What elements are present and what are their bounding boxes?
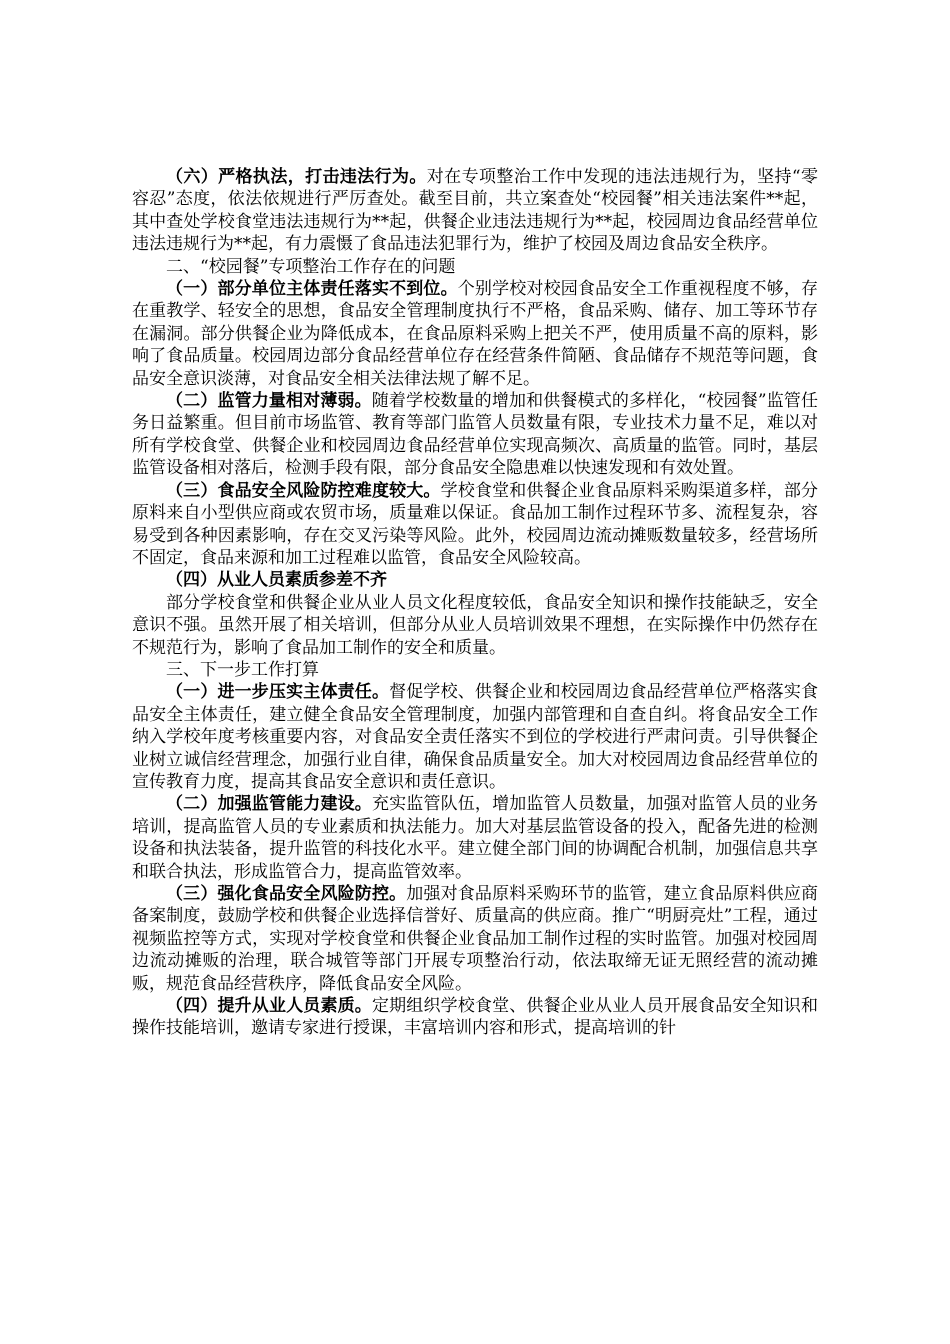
paragraph-lead: （二）加强监管能力建设。 [166,794,372,815]
paragraph-lead: （三）食品安全风险防控难度较大。 [166,480,441,501]
paragraph-risk-control [132,480,818,570]
paragraph-strengthen-capacity [132,793,818,883]
paragraph-body: 随着学校数量的增加和供餐模式的多样化，“校园餐”监管任务日益繁重。但目前市场监管、教育等部门监管人员数量有限，专业技术力量不足，难以对所有学校食堂、供餐企业和校园周边食品经营单位实现高频次、高质量的监管。同时，基层监管设备相对落后，检测手段有限，部分食品安全隐患难以快速发现和有效处置。 [132,391,818,479]
paragraph-lead: （四）提升从业人员素质。 [166,996,372,1017]
subheading-staff-quality: （四）从业人员素质参差不齐 [166,570,387,591]
paragraph-body: 定期组织学校食堂、供餐企业从业人员开展食品安全知识和操作技能培训，邀请专家进行授课，丰富培训内容和形式，提高培训的针 [132,996,819,1039]
paragraph-body: 加强对食品原料采购环节的监管，建立食品原料供应商备案制度，鼓励学校和供餐企业选择信誉好、质量高的供应商。推广“明厨亮灶”工程，通过视频监控等方式，实现对学校食堂和供餐企业食品加工制作过程的实时监管。加强对校园周边流动摊贩的治理，联合城管等部门开展专项整治行动，依法取缔无证无照经营的流动摊贩，规范食品经营秩序，降低食品安全风险。 [132,884,819,994]
paragraph-body: 学校食堂和供餐企业食品原料采购渠道多样，部分原料来自小型供应商或农贸市场，质量难以保证。食品加工制作过程环节多、流程复杂，容易受到各种因素影响，存在交叉污染等风险。此外，校园周边流动摊贩数量较多，经营场所不固定，食品来源和加工过程难以监管，食品安全风险较高。 [132,480,818,568]
paragraph-body: 部分学校食堂和供餐企业从业人员文化程度较低，食品安全知识和操作技能缺乏，安全意识不强。虽然开展了相关培训，但部分从业人员培训效果不理想，在实际操作中仍然存在不规范行为，影响了食品加工制作的安全和质量。 [132,592,818,658]
paragraph-body: 对在专项整治工作中发现的违法违规行为，坚持“零容忍”态度，依法依规进行严厉查处。截至目前，共立案查处“校园餐”相关违法案件**起，其中查处学校食堂违法违规行为**起，供餐企业违法违规行为**起，校园周边食品经营单位违法违规行为**起，有力震慑了食品违法犯罪行为，维护了校园及周边食品安全秩序。 [132,167,818,255]
paragraph-lead: （三）强化食品安全风险防控。 [166,884,407,904]
section-heading-problems: 二、“校园餐”专项整治工作存在的问题 [166,256,456,277]
paragraph-staff-quality [132,592,818,659]
paragraph-body: 个别学校对校园食品安全工作重视程度不够，存在重教学、轻安全的思想，食品安全管理制度执行不严格，食品采购、储存、加工等环节存在漏洞。部分供餐企业为降低成本，在食品原料采购上把关不严，使用质量不高的原料，影响了食品质量。校园周边部分食品经营单位存在经营条件简陋、食品储存不规范等问题，食品安全意识淡薄，对食品安全相关法律法规了解不足。 [132,279,819,389]
paragraph-improve-staff [132,995,818,1040]
paragraph-strict-enforcement [132,166,818,256]
paragraph-consolidate-responsibility [132,681,818,793]
paragraph-responsibility-gap [132,278,818,390]
document-page [132,166,818,1040]
paragraph-lead: （二）监管力量相对薄弱。 [166,391,372,412]
paragraph-body: 督促学校、供餐企业和校园周边食品经营单位严格落实食品安全主体责任，建立健全食品安全管理制度，加强内部管理和自查自纠。将食品安全工作纳入学校年度考核重要内容，对食品安全责任落实不到位的学校进行严肃问责。引导供餐企业树立诚信经营理念，加强行业自律，确保食品质量安全。加大对校园周边食品经营单位的宣传教育力度，提高其食品安全意识和责任意识。 [132,682,819,792]
paragraph-risk-prevention [132,883,818,995]
paragraph-lead: （一）部分单位主体责任落实不到位。 [166,279,458,300]
paragraph-body: 充实监管队伍，增加监管人员数量，加强对监管人员的业务培训，提高监管人员的专业素质和执法能力。加大对基层监管设备的投入，配备先进的检测设备和执法装备，提升监管的科技化水平。建立健全部门间的协调配合机制，加强信息共享和联合执法，形成监管合力，提高监管效率。 [132,794,819,882]
section-heading-next-steps: 三、下一步工作打算 [166,659,319,680]
paragraph-lead: （六）严格执法，打击违法行为。 [166,167,427,187]
paragraph-lead: （一）进一步压实主体责任。 [166,682,390,703]
paragraph-weak-supervision [132,390,818,480]
